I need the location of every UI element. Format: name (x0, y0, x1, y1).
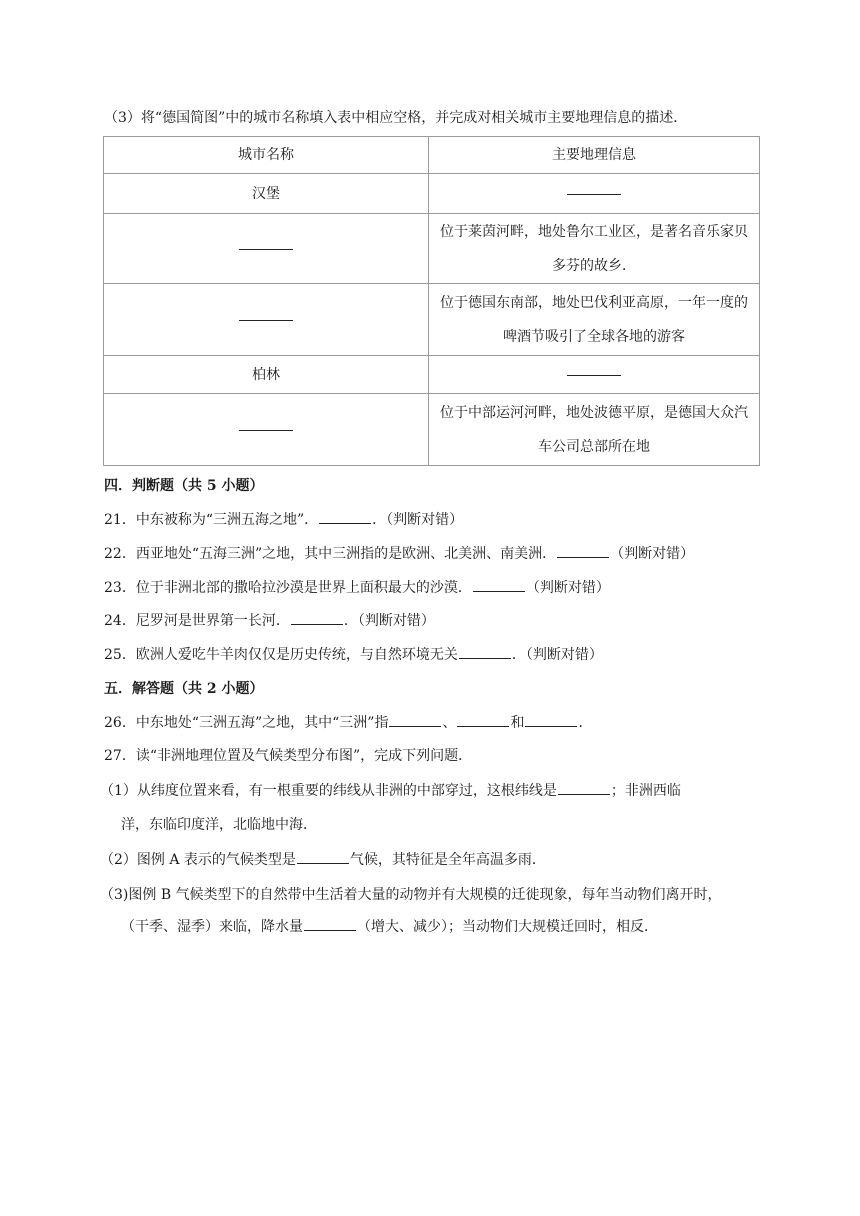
info-cell: 位于德国东南部，地处巴伐利亚高原，一年一度的啤酒节吸引了全球各地的游客 (429, 284, 760, 356)
q21-text: 21．中东被称为“三洲五海之地”． (104, 512, 319, 528)
q26-end: ． (578, 715, 593, 731)
q26 (104, 712, 592, 734)
q23 (104, 577, 610, 599)
info-cell: 位于中部运河河畔，地处波德平原，是德国大众汽车公司总部所在地 (429, 394, 760, 466)
q21-suffix: ．（判断对错） (372, 512, 464, 528)
answer-blank (239, 429, 293, 431)
table-row (104, 214, 760, 284)
q24-suffix: ．（判断对错） (343, 613, 435, 629)
q24-text: 24．尼罗河是世界第一长河． (104, 613, 290, 629)
p2-suffix: 气候，其特征是全年高温多雨． (349, 852, 546, 868)
q27: 27．读“非洲地理位置及气候类型分布图”，完成下列问题． (104, 748, 473, 764)
table-row (104, 174, 760, 214)
answer-blank (459, 644, 511, 659)
table-header-row (104, 137, 760, 174)
answer-blank (567, 374, 621, 376)
table-row (104, 284, 760, 356)
q26-and: 和 (510, 715, 525, 731)
p1-mid: ；非洲西临 (610, 783, 681, 799)
answer-blank (558, 780, 610, 795)
p3-suffix: （增大、减少）；当动物们大规模迁回时，相反． (357, 919, 658, 935)
q26-sep: 、 (442, 715, 457, 731)
q27-part3: （3)图例 B 气候类型下的自然带中生活着大量的动物并有大规模的迁徙现象，每年当动物们离开时， (100, 887, 722, 903)
q22 (104, 543, 694, 565)
q3-intro: （3）将“德国简图”中的城市名称填入表中相应空格，并完成对相关城市主要地理信息的描述． (104, 110, 688, 126)
section4-title: 四．判断题（共 5 小题） (104, 478, 264, 494)
table-row (104, 356, 760, 394)
info-blank (429, 174, 760, 214)
city-info-table (103, 136, 760, 466)
q25-suffix: ．（判断对错） (511, 647, 603, 663)
p1-text: （1）从纬度位置来看，有一根重要的纬线从非洲的中部穿过，这根纬线是 (100, 783, 557, 799)
answer-blank (567, 193, 621, 195)
answer-blank (297, 849, 349, 864)
city-blank (104, 284, 429, 356)
answer-blank (457, 712, 509, 727)
q25-text: 25．欧洲人爱吃牛羊肉仅仅是历史传统，与自然环境无关 (104, 647, 458, 663)
q27-part1 (100, 780, 681, 802)
answer-blank (304, 916, 356, 931)
answer-blank (473, 577, 525, 592)
answer-blank (239, 248, 293, 250)
q23-text: 23．位于非洲北部的撒哈拉沙漠是世界上面积最大的沙漠． (104, 580, 472, 596)
header-info: 主要地理信息 (429, 137, 760, 174)
q27-part3-cont (121, 916, 658, 938)
answer-blank (557, 543, 609, 558)
q21 (104, 509, 463, 531)
city-cell: 柏林 (104, 356, 429, 394)
q22-text: 22．西亚地处“五海三洲”之地，其中三洲指的是欧洲、北美洲、南美洲． (104, 546, 557, 562)
info-blank (429, 356, 760, 394)
q22-suffix: （判断对错） (610, 546, 695, 562)
city-blank (104, 214, 429, 284)
q25 (104, 644, 603, 666)
q26-text: 26．中东地处“三洲五海”之地，其中“三洲”指 (104, 715, 389, 731)
section5-title: 五．解答题（共 2 小题） (104, 681, 264, 697)
city-cell: 汉堡 (104, 174, 429, 214)
p2-text: （2）图例 A 表示的气候类型是 (100, 852, 296, 868)
answer-blank (319, 509, 371, 524)
p3-text: （干季、湿季）来临，降水量 (121, 919, 303, 935)
info-cell: 位于莱茵河畔，地处鲁尔工业区，是著名音乐家贝多芬的故乡． (429, 214, 760, 284)
answer-blank (291, 610, 343, 625)
table-row (104, 394, 760, 466)
header-city: 城市名称 (104, 137, 429, 174)
q27-part2 (100, 849, 546, 871)
q23-suffix: （判断对错） (525, 580, 610, 596)
q24 (104, 610, 435, 632)
answer-blank (239, 319, 293, 321)
city-blank (104, 394, 429, 466)
q27-part1-cont: 洋，东临印度洋，北临地中海． (121, 817, 317, 833)
answer-blank (389, 712, 441, 727)
answer-blank (525, 712, 577, 727)
